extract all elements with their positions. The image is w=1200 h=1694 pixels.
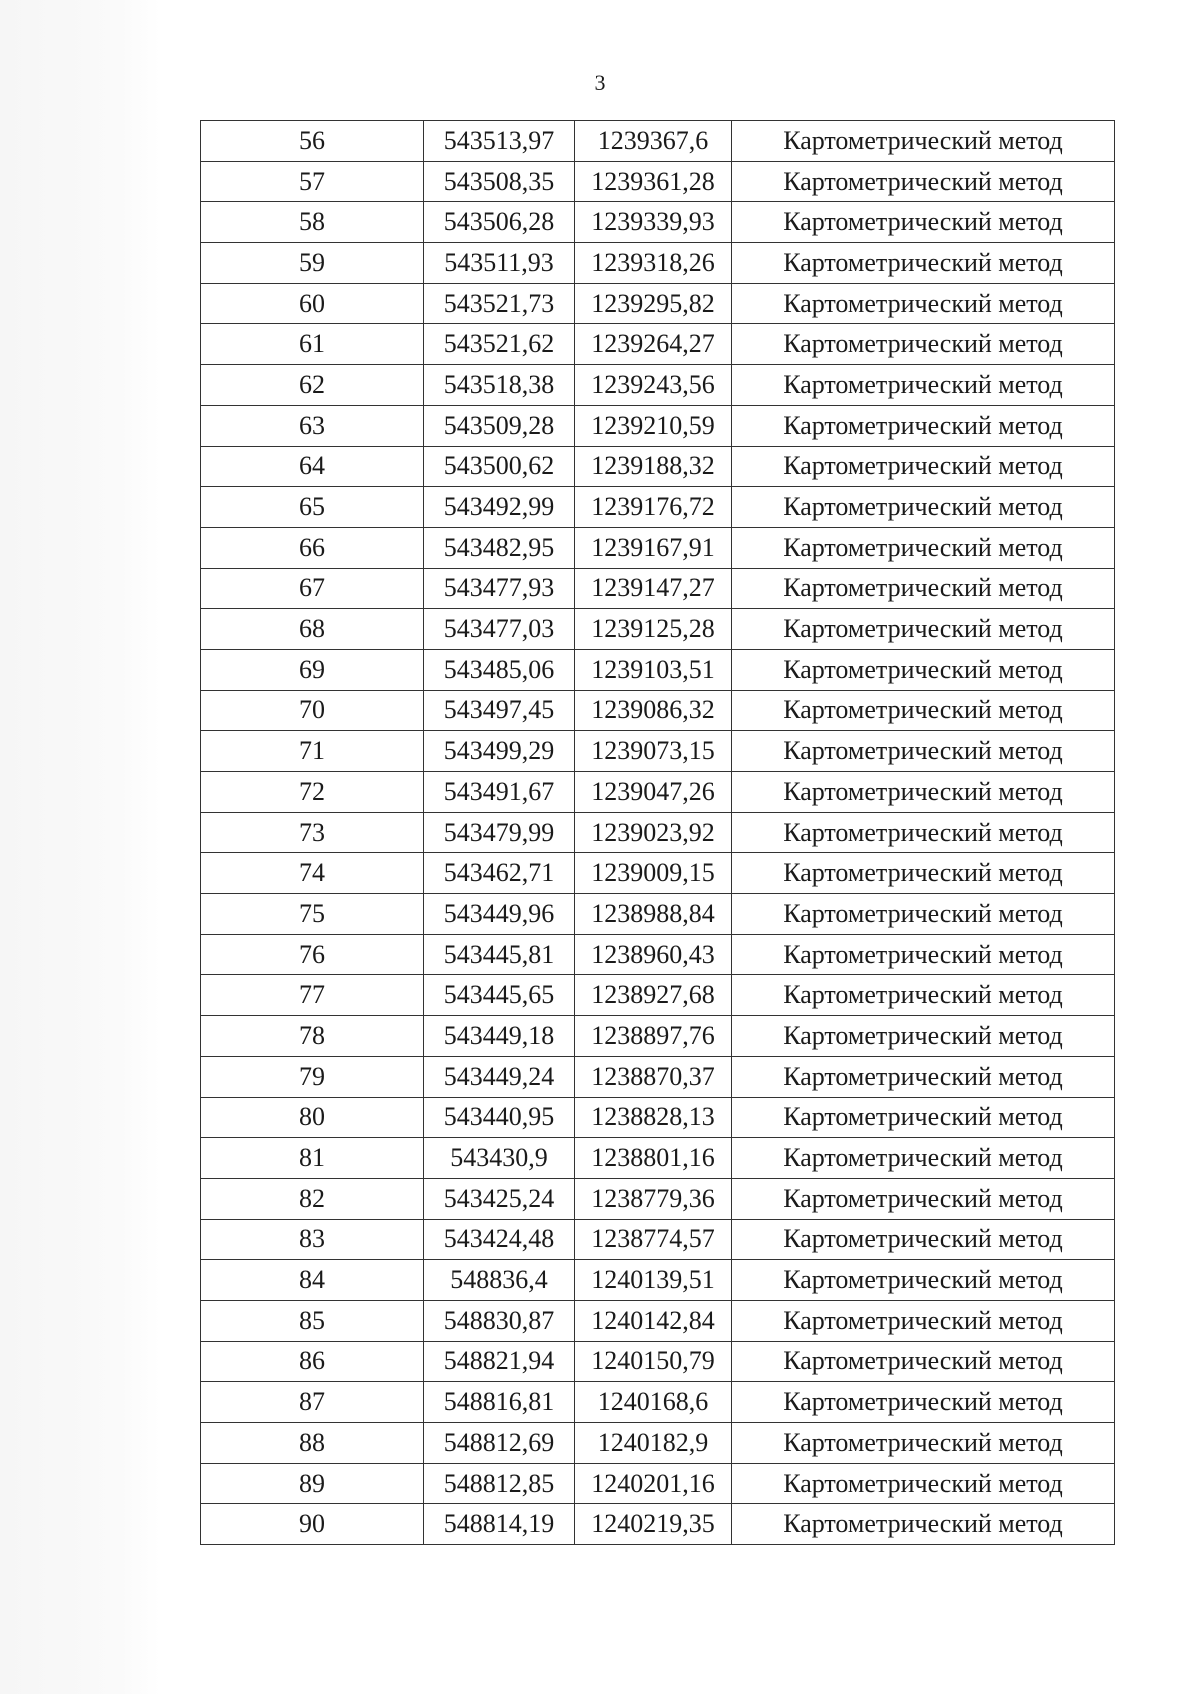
method-cell: Картометрический метод: [732, 243, 1115, 284]
y-coordinate-cell: 1239264,27: [575, 324, 732, 365]
y-coordinate-cell: 1240142,84: [575, 1300, 732, 1341]
point-number-cell: 90: [201, 1504, 424, 1545]
y-coordinate-cell: 1239243,56: [575, 365, 732, 406]
x-coordinate-cell: 543430,9: [424, 1138, 575, 1179]
point-number-cell: 85: [201, 1300, 424, 1341]
table-row: [201, 1300, 1115, 1341]
table-row: [201, 894, 1115, 935]
table-row: [201, 853, 1115, 894]
table-row: [201, 812, 1115, 853]
method-cell: Картометрический метод: [732, 1260, 1115, 1301]
table-row: [201, 202, 1115, 243]
x-coordinate-cell: 543445,81: [424, 934, 575, 975]
point-number-cell: 71: [201, 731, 424, 772]
x-coordinate-cell: 543485,06: [424, 649, 575, 690]
y-coordinate-cell: 1239047,26: [575, 772, 732, 813]
y-coordinate-cell: 1239318,26: [575, 243, 732, 284]
y-coordinate-cell: 1238870,37: [575, 1056, 732, 1097]
x-coordinate-cell: 543518,38: [424, 365, 575, 406]
method-cell: Картометрический метод: [732, 1382, 1115, 1423]
method-cell: Картометрический метод: [732, 527, 1115, 568]
x-coordinate-cell: 548836,4: [424, 1260, 575, 1301]
point-number-cell: 70: [201, 690, 424, 731]
x-coordinate-cell: 543462,71: [424, 853, 575, 894]
method-cell: Картометрический метод: [732, 405, 1115, 446]
method-cell: Картометрический метод: [732, 894, 1115, 935]
point-number-cell: 82: [201, 1178, 424, 1219]
method-cell: Картометрический метод: [732, 283, 1115, 324]
x-coordinate-cell: 543440,95: [424, 1097, 575, 1138]
table-row: [201, 934, 1115, 975]
x-coordinate-cell: 543449,96: [424, 894, 575, 935]
table-row: [201, 609, 1115, 650]
y-coordinate-cell: 1240168,6: [575, 1382, 732, 1423]
method-cell: Картометрический метод: [732, 731, 1115, 772]
x-coordinate-cell: 543513,97: [424, 121, 575, 162]
y-coordinate-cell: 1240139,51: [575, 1260, 732, 1301]
point-number-cell: 62: [201, 365, 424, 406]
y-coordinate-cell: 1238897,76: [575, 1016, 732, 1057]
point-number-cell: 64: [201, 446, 424, 487]
x-coordinate-cell: 543449,18: [424, 1016, 575, 1057]
method-cell: Картометрический метод: [732, 121, 1115, 162]
y-coordinate-cell: 1238828,13: [575, 1097, 732, 1138]
y-coordinate-cell: 1240219,35: [575, 1504, 732, 1545]
method-cell: Картометрический метод: [732, 1423, 1115, 1464]
table-row: [201, 1097, 1115, 1138]
method-cell: Картометрический метод: [732, 1504, 1115, 1545]
method-cell: Картометрический метод: [732, 1300, 1115, 1341]
y-coordinate-cell: 1238960,43: [575, 934, 732, 975]
point-number-cell: 60: [201, 283, 424, 324]
point-number-cell: 79: [201, 1056, 424, 1097]
x-coordinate-cell: 543491,67: [424, 772, 575, 813]
x-coordinate-cell: 543492,99: [424, 487, 575, 528]
y-coordinate-cell: 1239023,92: [575, 812, 732, 853]
y-coordinate-cell: 1239295,82: [575, 283, 732, 324]
x-coordinate-cell: 543477,93: [424, 568, 575, 609]
y-coordinate-cell: 1240201,16: [575, 1463, 732, 1504]
x-coordinate-cell: 548814,19: [424, 1504, 575, 1545]
x-coordinate-cell: 543500,62: [424, 446, 575, 487]
table-row: [201, 365, 1115, 406]
table-row: [201, 161, 1115, 202]
x-coordinate-cell: 543521,73: [424, 283, 575, 324]
y-coordinate-cell: 1238774,57: [575, 1219, 732, 1260]
method-cell: Картометрический метод: [732, 1016, 1115, 1057]
method-cell: Картометрический метод: [732, 202, 1115, 243]
x-coordinate-cell: 543425,24: [424, 1178, 575, 1219]
point-number-cell: 88: [201, 1423, 424, 1464]
point-number-cell: 80: [201, 1097, 424, 1138]
point-number-cell: 73: [201, 812, 424, 853]
y-coordinate-cell: 1239167,91: [575, 527, 732, 568]
table-row: [201, 487, 1115, 528]
point-number-cell: 69: [201, 649, 424, 690]
point-number-cell: 74: [201, 853, 424, 894]
table-row: [201, 1341, 1115, 1382]
point-number-cell: 72: [201, 772, 424, 813]
point-number-cell: 66: [201, 527, 424, 568]
point-number-cell: 81: [201, 1138, 424, 1179]
x-coordinate-cell: 543479,99: [424, 812, 575, 853]
method-cell: Картометрический метод: [732, 690, 1115, 731]
y-coordinate-cell: 1239361,28: [575, 161, 732, 202]
method-cell: Картометрический метод: [732, 324, 1115, 365]
method-cell: Картометрический метод: [732, 1097, 1115, 1138]
point-number-cell: 65: [201, 487, 424, 528]
method-cell: Картометрический метод: [732, 446, 1115, 487]
x-coordinate-cell: 543497,45: [424, 690, 575, 731]
y-coordinate-cell: 1240150,79: [575, 1341, 732, 1382]
table-row: [201, 121, 1115, 162]
x-coordinate-cell: 543506,28: [424, 202, 575, 243]
x-coordinate-cell: 543521,62: [424, 324, 575, 365]
table-row: [201, 283, 1115, 324]
table-row: [201, 1260, 1115, 1301]
method-cell: Картометрический метод: [732, 568, 1115, 609]
point-number-cell: 61: [201, 324, 424, 365]
x-coordinate-cell: 543511,93: [424, 243, 575, 284]
scan-shadow: [0, 0, 160, 1694]
y-coordinate-cell: 1238779,36: [575, 1178, 732, 1219]
method-cell: Картометрический метод: [732, 365, 1115, 406]
y-coordinate-cell: 1238927,68: [575, 975, 732, 1016]
y-coordinate-cell: 1239367,6: [575, 121, 732, 162]
x-coordinate-cell: 543509,28: [424, 405, 575, 446]
method-cell: Картометрический метод: [732, 487, 1115, 528]
x-coordinate-cell: 548812,85: [424, 1463, 575, 1504]
point-number-cell: 56: [201, 121, 424, 162]
table-row: [201, 690, 1115, 731]
method-cell: Картометрический метод: [732, 609, 1115, 650]
y-coordinate-cell: 1240182,9: [575, 1423, 732, 1464]
point-number-cell: 58: [201, 202, 424, 243]
table-row: [201, 731, 1115, 772]
table-row: [201, 324, 1115, 365]
x-coordinate-cell: 543445,65: [424, 975, 575, 1016]
method-cell: Картометрический метод: [732, 1463, 1115, 1504]
y-coordinate-cell: 1239073,15: [575, 731, 732, 772]
table-row: [201, 1056, 1115, 1097]
point-number-cell: 75: [201, 894, 424, 935]
y-coordinate-cell: 1239009,15: [575, 853, 732, 894]
x-coordinate-cell: 543508,35: [424, 161, 575, 202]
table-row: [201, 1382, 1115, 1423]
table-row: [201, 1504, 1115, 1545]
table-row: [201, 405, 1115, 446]
y-coordinate-cell: 1239339,93: [575, 202, 732, 243]
method-cell: Картометрический метод: [732, 1178, 1115, 1219]
table-row: [201, 1016, 1115, 1057]
table-row: [201, 1138, 1115, 1179]
x-coordinate-cell: 543482,95: [424, 527, 575, 568]
point-number-cell: 89: [201, 1463, 424, 1504]
point-number-cell: 57: [201, 161, 424, 202]
x-coordinate-cell: 548816,81: [424, 1382, 575, 1423]
method-cell: Картометрический метод: [732, 161, 1115, 202]
method-cell: Картометрический метод: [732, 1056, 1115, 1097]
table-row: [201, 1178, 1115, 1219]
x-coordinate-cell: 543424,48: [424, 1219, 575, 1260]
method-cell: Картометрический метод: [732, 812, 1115, 853]
table-row: [201, 446, 1115, 487]
point-number-cell: 59: [201, 243, 424, 284]
point-number-cell: 67: [201, 568, 424, 609]
point-number-cell: 86: [201, 1341, 424, 1382]
method-cell: Картометрический метод: [732, 853, 1115, 894]
method-cell: Картометрический метод: [732, 649, 1115, 690]
table-row: [201, 527, 1115, 568]
x-coordinate-cell: 548812,69: [424, 1423, 575, 1464]
y-coordinate-cell: 1239147,27: [575, 568, 732, 609]
point-number-cell: 76: [201, 934, 424, 975]
y-coordinate-cell: 1238801,16: [575, 1138, 732, 1179]
y-coordinate-cell: 1238988,84: [575, 894, 732, 935]
x-coordinate-cell: 543499,29: [424, 731, 575, 772]
table-row: [201, 1463, 1115, 1504]
x-coordinate-cell: 548830,87: [424, 1300, 575, 1341]
method-cell: Картометрический метод: [732, 1341, 1115, 1382]
x-coordinate-cell: 543449,24: [424, 1056, 575, 1097]
method-cell: Картометрический метод: [732, 975, 1115, 1016]
table-row: [201, 772, 1115, 813]
method-cell: Картометрический метод: [732, 772, 1115, 813]
y-coordinate-cell: 1239125,28: [575, 609, 732, 650]
table-row: [201, 1423, 1115, 1464]
y-coordinate-cell: 1239210,59: [575, 405, 732, 446]
y-coordinate-cell: 1239086,32: [575, 690, 732, 731]
table-row: [201, 649, 1115, 690]
y-coordinate-cell: 1239188,32: [575, 446, 732, 487]
y-coordinate-cell: 1239103,51: [575, 649, 732, 690]
point-number-cell: 83: [201, 1219, 424, 1260]
method-cell: Картометрический метод: [732, 934, 1115, 975]
table-row: [201, 243, 1115, 284]
coordinates-table-body: [201, 121, 1115, 1545]
point-number-cell: 87: [201, 1382, 424, 1423]
method-cell: Картометрический метод: [732, 1138, 1115, 1179]
point-number-cell: 77: [201, 975, 424, 1016]
method-cell: Картометрический метод: [732, 1219, 1115, 1260]
point-number-cell: 78: [201, 1016, 424, 1057]
y-coordinate-cell: 1239176,72: [575, 487, 732, 528]
point-number-cell: 68: [201, 609, 424, 650]
x-coordinate-cell: 543477,03: [424, 609, 575, 650]
coordinates-table: [200, 120, 1115, 1545]
point-number-cell: 84: [201, 1260, 424, 1301]
table-row: [201, 1219, 1115, 1260]
point-number-cell: 63: [201, 405, 424, 446]
x-coordinate-cell: 548821,94: [424, 1341, 575, 1382]
page-number: 3: [594, 70, 606, 95]
table-row: [201, 568, 1115, 609]
table-row: [201, 975, 1115, 1016]
